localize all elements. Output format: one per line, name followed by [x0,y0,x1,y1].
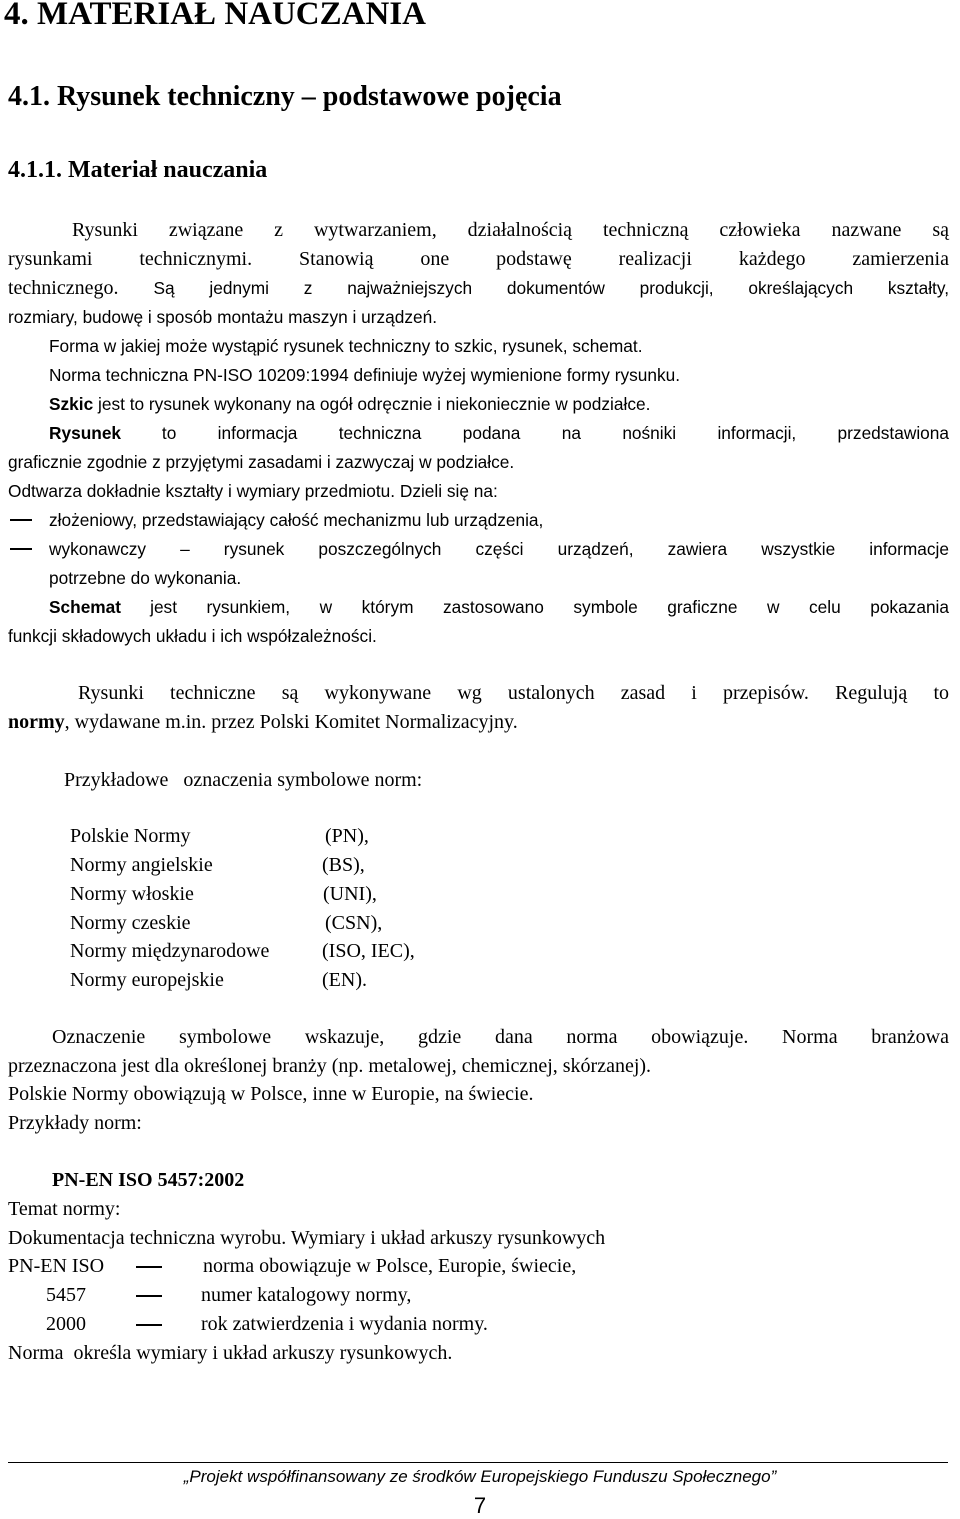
oznaczenie-line-1: Oznaczenie symbolowe wskazuje, gdzie dana norma obowiązuje. Norma branżowa [52,1026,949,1048]
rysunek-line-1 [49,421,949,446]
szkic-definition [49,392,650,416]
norm-name: Normy europejskie [70,969,224,991]
rysunek-line-3: Odtwarza dokładnie kształty i wymiary przedmiotu. Dzieli się na: [8,481,498,501]
example-row-desc: rok zatwierdzenia i wydania normy. [201,1313,488,1335]
dash-separator [136,1295,162,1297]
oznaczenie-line-2: przeznaczona jest dla określonej branży (np. metalowej, chemicznej, skórzanej). [8,1055,652,1077]
normy-line-2 [8,710,518,734]
normy-text-2: , wydawane m.in. przez Polski Komitet Normalizacyjny. [64,711,518,733]
footer-note: „Projekt współfinansowany ze środków Europejskiego Funduszu Społecznego” [183,1467,777,1486]
footer-divider [8,1462,948,1463]
example-row-key: 5457 [46,1284,86,1306]
normy-term: normy [8,711,65,733]
norm-code: (EN). [322,969,367,991]
norm-code: (CSN), [325,912,383,934]
bullet-item-1: złożeniowy, przedstawiający całość mechanizmu lub urządzenia, [49,510,544,530]
intro-line-1: Rysunki związane z wytwarzaniem, działalnością techniczną człowieka nazwane są [72,219,949,241]
schemat-line-1 [49,595,949,620]
example-row-desc: numer katalogowy normy, [201,1284,412,1306]
example-row-desc: norma obowiązuje w Polsce, Europie, świecie, [203,1255,577,1277]
norm-name: Normy czeskie [70,912,191,934]
intro-line-3-b: Są jednymi z najważniejszych dokumentów produkcji, określających kształty, [153,278,950,298]
oznaczenie-line-3: Polskie Normy obowiązują w Polsce, inne w Europie, na świecie. [8,1083,534,1105]
example-row-key: 2000 [46,1313,86,1335]
dash-separator [136,1324,162,1326]
chapter-title: 4. MATERIAŁ NAUCZANIA [4,0,426,32]
page-number: 7 [473,1493,487,1518]
intro-line-3 [8,276,949,300]
norm-code: (ISO, IEC), [322,940,415,962]
szkic-term: Szkic [49,394,94,414]
normy-line-1: Rysunki techniczne są wykonywane wg ustalonych zasad i przepisów. Regulują to [78,682,949,704]
section-title: 4.1. Rysunek techniczny – podstawowe pojęcia [8,81,562,112]
rysunek-line-2: graficznie zgodnie z przyjętymi zasadami i zazwyczaj w podziałce. [8,452,515,472]
rysunek-term: Rysunek [49,423,122,443]
intro-line-2: rysunkami technicznymi. Stanowią one podstawę realizacji każdego zamierzenia [8,248,949,270]
bullet-dash [10,519,32,521]
example-norm-code: PN-EN ISO 5457:2002 [52,1169,245,1191]
example-summary: Norma określa wymiary i układ arkuszy rysunkowych. [8,1342,453,1364]
bullet-item-2-cont: potrzebne do wykonania. [49,568,242,588]
norm-name: Normy włoskie [70,883,194,905]
norm-name: Normy międzynarodowe [70,940,270,962]
norm-code: (BS), [322,854,365,876]
example-row-key: PN-EN ISO [8,1255,105,1277]
intro-line-5: Forma w jakiej może wystąpić rysunek techniczny to szkic, rysunek, schemat. [49,336,643,356]
bullet-dash [10,548,32,550]
norm-name: Polskie Normy [70,825,191,847]
subsection-title: 4.1.1. Materiał nauczania [8,157,268,183]
schemat-text-1: jest rysunkiem, w którym zastosowano symbole graficzne w celu pokazania [150,597,949,617]
schemat-term: Schemat [49,597,122,617]
example-topic: Dokumentacja techniczna wyrobu. Wymiary i układ arkuszy rysunkowych [8,1227,606,1249]
szkic-text: jest to rysunek wykonany na ogół odręcznie i niekoniecznie w podziałce. [98,394,651,414]
dash-separator [136,1266,162,1268]
norm-code: (UNI), [323,883,377,905]
norm-name: Normy angielskie [70,854,213,876]
oznaczenie-line-4: Przykłady norm: [8,1112,142,1134]
norm-symbols-heading: Przykładowe oznaczenia symbolowe norm: [64,769,423,791]
norm-code: (PN), [325,825,369,847]
example-topic-label: Temat normy: [8,1198,121,1220]
intro-line-3-a: technicznego. [8,277,119,299]
intro-line-6: Norma techniczna PN-ISO 10209:1994 definiuje wyżej wymienione formy rysunku. [49,365,681,385]
intro-line-4: rozmiary, budowę i sposób montażu maszyn i urządzeń. [8,307,438,327]
schemat-line-2: funkcji składowych układu i ich współzależności. [8,626,377,646]
rysunek-text-1: to informacja techniczna podana na nośniki informacji, przedstawiona [161,423,949,443]
bullet-item-2: wykonawczy – rysunek poszczególnych części urządzeń, zawiera wszystkie informacje [49,539,949,559]
